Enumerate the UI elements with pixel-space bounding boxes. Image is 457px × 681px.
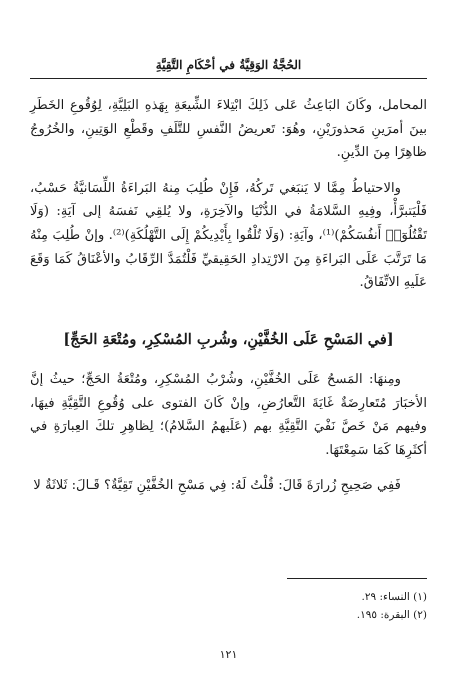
paragraph-4: فَفِي صَحِيحِ زُرارَةَ قَالَ: قُلْتُ لَهُ: فِي مَسْحِ الخُفَّيْنِ تَقِيَّةٌ؟ قَـالَ: ثَلاثَةٌ لا	[33, 478, 401, 494]
section-heading: [في المَسْحِ عَلَى الخُفَّيْنِ، وشُربِ المُسْكِرِ، ومُتْعَةِ الحَجِّ]	[63, 331, 394, 348]
header-rule	[30, 78, 427, 79]
footnote-rule	[287, 578, 427, 579]
paragraph-2: والاحتياطُ مِمَّا لا يَنبَغي تَركُهُ، فَإِنْ طُلِبَ مِنهُ البَراءَةُ اللِّسَانيَّةُ حَسْبُ، فَلْيَتبرَّأْ، وفِيهِ السَّلامَةُ في الدُّنْيَا والآخِرَةِ، ولا يُلقِي نَفسَهُ إلى آيَةِ: (وَلَا تَقْتُلُوٓا۟ أَنفُسَكُمْ)⁽¹⁾، وآيَةِ: (وَلَا تُلْقُوا بِأَيْدِيكُمْ إِلَى التَّهْلُكَةِ)⁽²⁾. وإنْ طُلِبَ مِنْهُ مَا تَرَتَّبَ عَلَى البَراءَةِ مِنَ الارْتِدادِ الحَقِيقيِّ فَلْتُمَدَّ الرِّقَابُ والأعْنَاقُ كَمَا وَقَعَ عَلَيهِ الاتِّفَاقُ.	[30, 180, 427, 291]
body-text-bottom	[30, 368, 427, 510]
body-text-top	[30, 94, 427, 307]
paragraph-1: المحامل، وكَانَ البَاعِثُ عَلى ذَلِكَ ابْتِلاءَ الشِّيعَةِ بِهَذهِ البَلِيَّةِ، لِوُقُوعِ الخَطَرِ بينَ أمرَينِ مَحذورَيْنِ، وهُوَ: تَعريضُ النَّفسِ للتَّلَفِ وقَطْعِ الوَتِينِ، والخُرُوجُ ظاهِرًا مِنَ الدِّينِ.	[30, 98, 427, 161]
page-number: ١٢١	[219, 648, 238, 661]
footnote-2: (٢) البقرة: ١٩٥.	[356, 609, 427, 621]
footnotes	[30, 588, 427, 624]
paragraph-3: ومِنهَا: المَسحُ عَلَى الخُفَّيْنِ، وشُرْبُ المُسْكِرِ، ومُتْعَةُ الحَجِّ؛ حيثُ إنَّ الأخبَارَ مُتَعارِضَةٌ غَايَةَ التَّعارُضِ، وإنْ كَانَ الفتوى على وُقُوعِ التَّقِيَّةِ فيهَا، وفيهم مَنْ خَصَّ نَفْيَ التَّقِيَّةِ بهم (عَلَيهمُ السَّلامُ)؛ لِظاهِرِ تلكَ العِبارَةِ في أكثَرِهَا كَمَا سَمِعْتَهَا.	[30, 372, 427, 458]
running-title: الحُجَّةُ الوَقِيَّةُ في أحْكَامِ التَّقِيَّةِ	[155, 58, 302, 72]
footnote-1: (١) النساء: ٢٩.	[361, 591, 427, 603]
